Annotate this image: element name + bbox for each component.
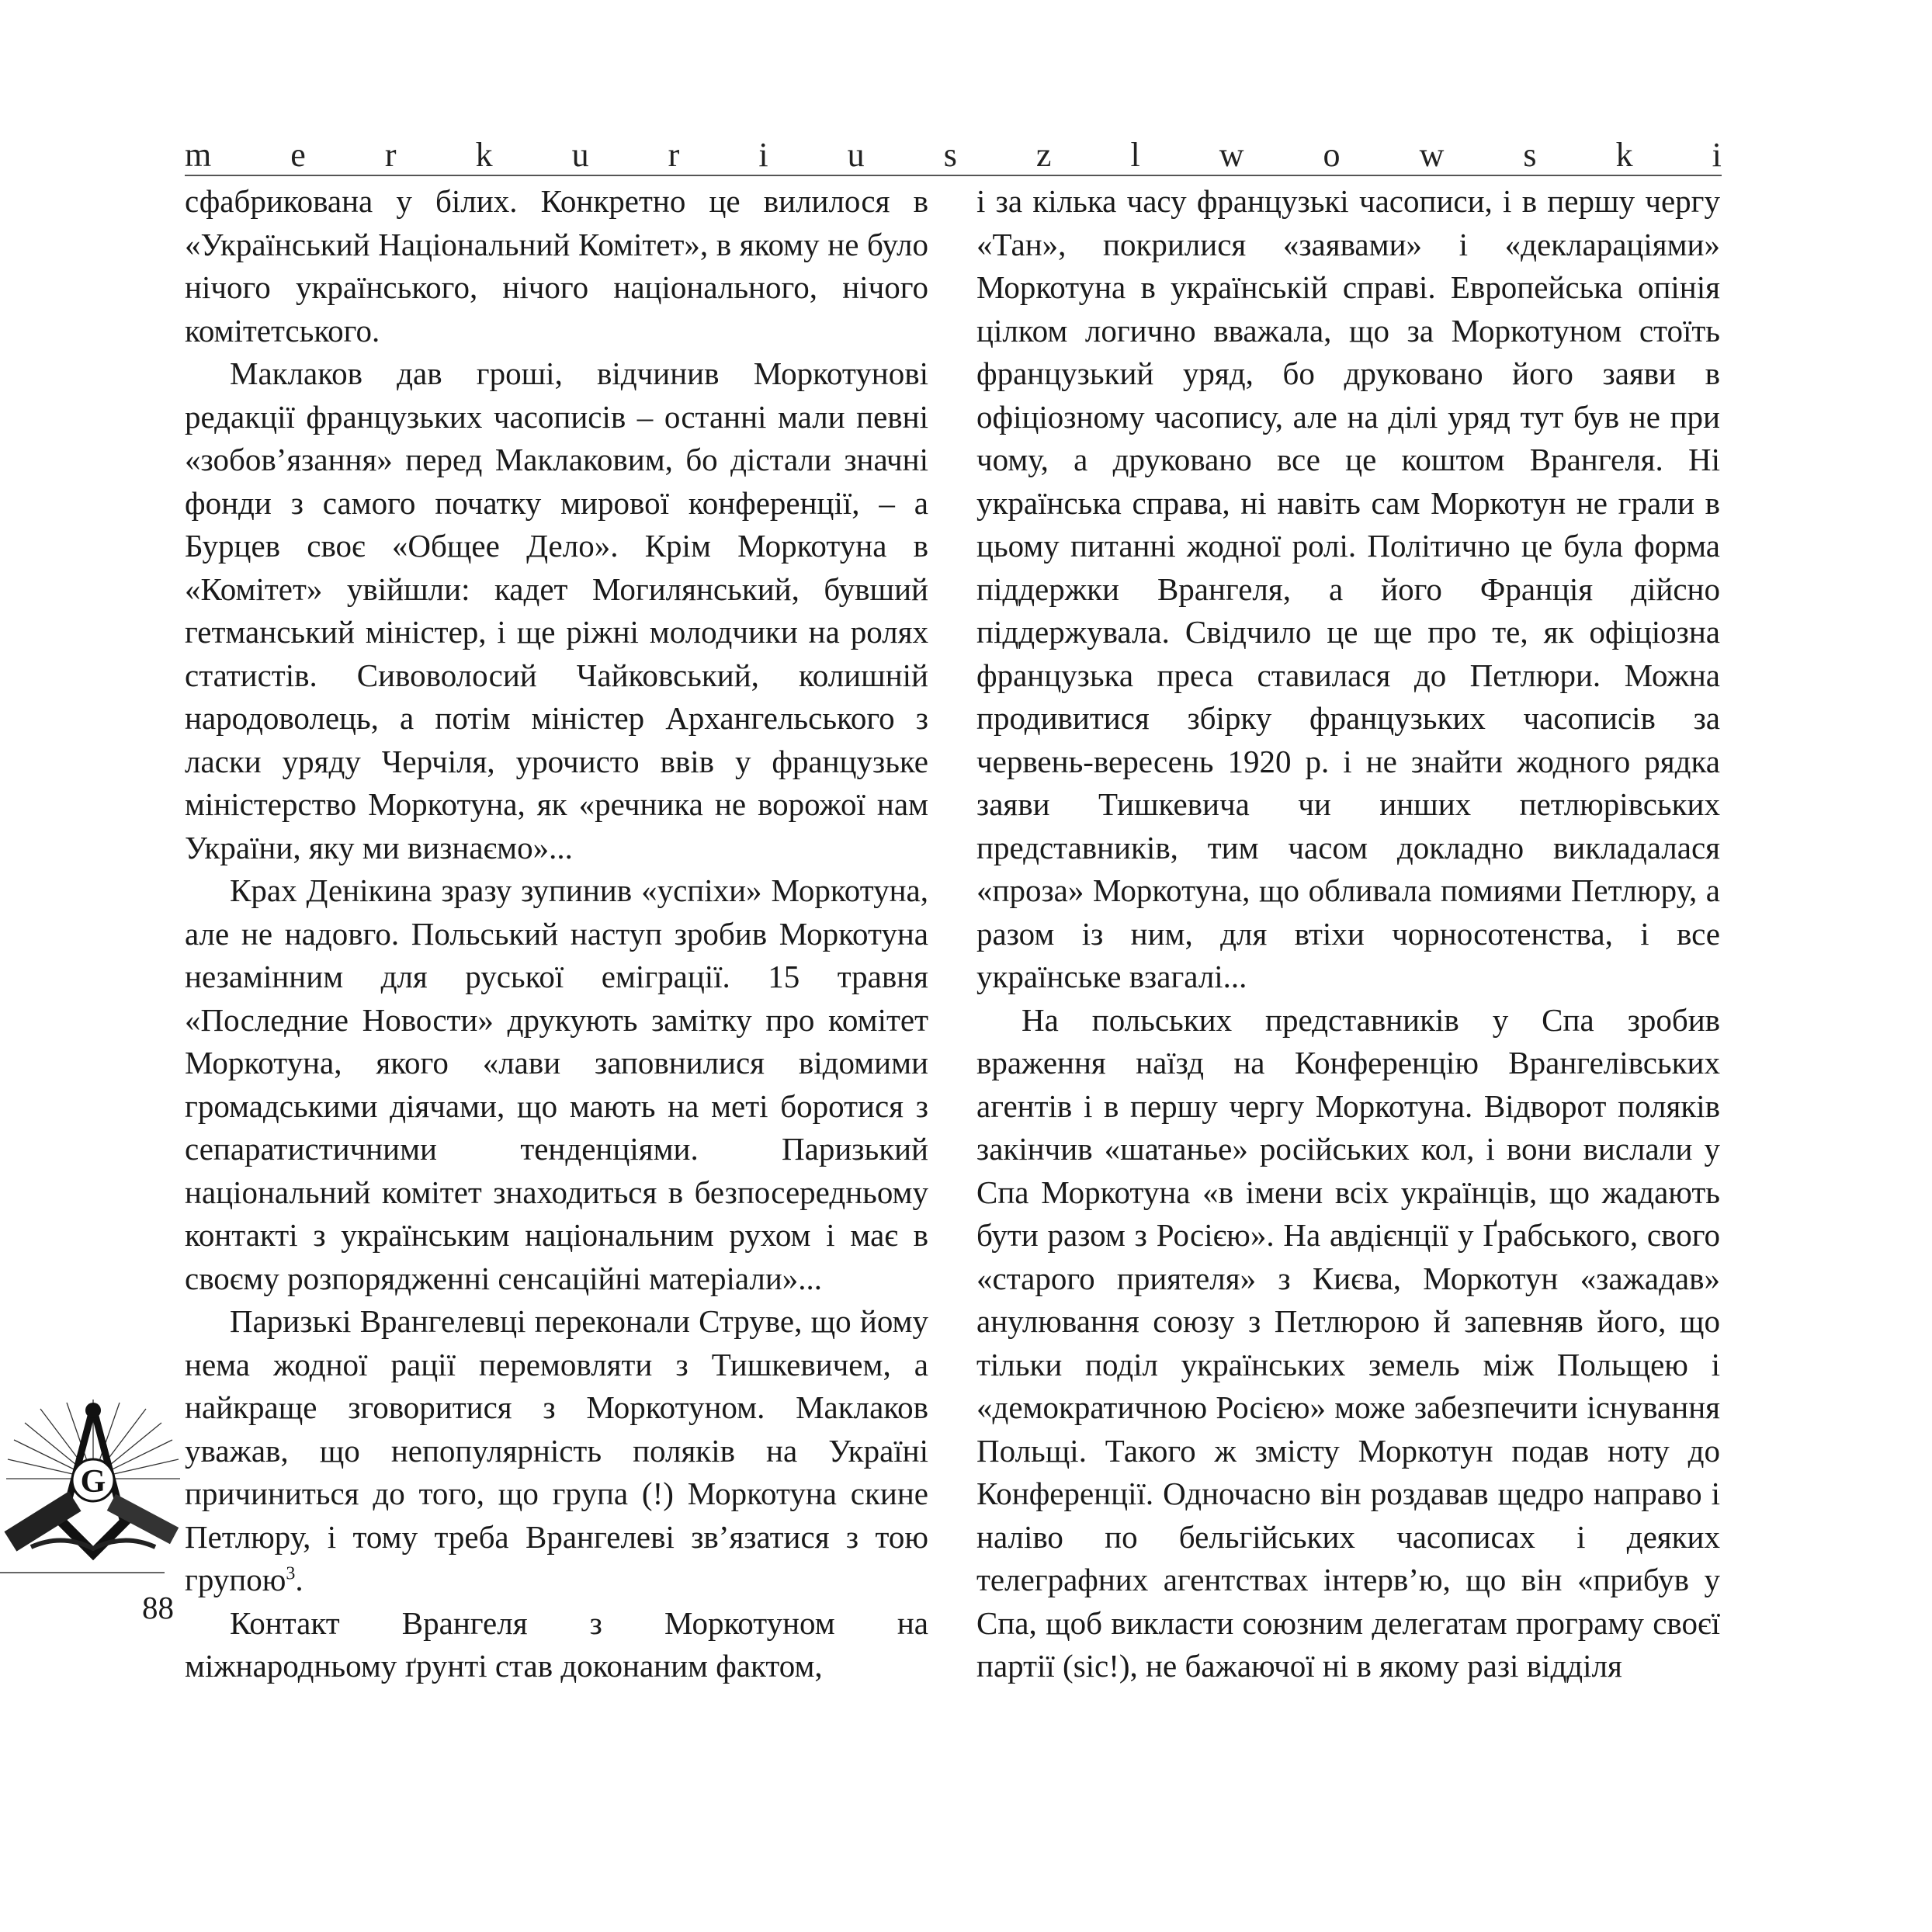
running-head-letter: u <box>847 136 865 174</box>
running-head-letter: r <box>384 136 397 174</box>
running-head-letter: e <box>290 136 306 174</box>
paragraph: Контакт Врангеля з Моркотуном на міжнародньому ґрунті став доконаним фактом, <box>185 1604 928 1684</box>
paragraph: Крах Денікина зразу зупинив «успіхи» Моркотуна, але не надовго. Польський наступ зробив Моркотуна незамінним для руської еміграції. 15 травня «Последние Новости» друкують замітку про комітет Моркотуна, якого «лави заповнилися відомими громадськими діячами, що мають на меті боротися з сепаратистичними тенденціями. Паризький національний комітет знаходиться в безпосередньому контакті з українським національним рухом і має в своєму розпорядженні сенсаційні матеріали»... <box>185 872 928 1296</box>
paragraph <box>185 1300 928 1602</box>
running-head-letter: k <box>475 136 493 174</box>
left-column <box>185 180 928 1688</box>
running-head-letter: u <box>571 136 589 174</box>
footnote-reference[interactable]: 3 <box>286 1563 296 1584</box>
running-head-letter: l <box>1130 136 1140 174</box>
running-head-letter: o <box>1323 136 1341 174</box>
running-head-letter: w <box>1419 136 1445 174</box>
running-head-letter: i <box>1712 136 1722 174</box>
running-head-letter: s <box>1523 136 1537 174</box>
paragraph: сфабрикована у білих. Конкретно це вилилося в «Український Національний Комітет», в якому не було нічого українського, нічого національного, нічого комітетського. <box>185 183 928 349</box>
running-head <box>185 130 1722 174</box>
paragraph: Маклаков дав гроші, відчинив Моркотунові редакції французьких часописів – останні мали певні «зобов’язання» перед Маклаковим, бо дістали значні фонди з самого початку мирової конференції, – а Бурцев своє «Общее Дело». Крім Моркотуна в «Комітет» увійшли: кадет Могилянський, бувший гетманський міністер, і ще ріжні молодчики на ролях статистів. Сивоволосий Чайковський, колишній народоволець, а потім міністер Архангельського з ласки уряду Черчіля, урочисто ввів у французьке міністерство Моркотуна, як «речника не ворожої нам України, яку ми визнаємо»... <box>185 356 928 865</box>
header-rule <box>185 175 1722 176</box>
margin-rule <box>0 1572 165 1573</box>
paragraph: На польських представників у Спа зробив враження наїзд на Конференцію Врангелівських агентів і в першу чергу Моркотуна. Відворот поляків закінчив «шатанье» російських кол, і вони вислали у Спа Моркотуна «в імени всіх українців, що жадають бути разом з Росією». На авдієнції у Ґрабського, свого «старого приятеля» з Києва, Моркотун «зажадав» анулювання союзу з Петлюрою й запевняв його, що тільки поділ українських земель між Польщею і «демократичною Росією» може забезпечити існування Польщі. Такого ж змісту Моркотун подав ноту до Конференції. Одночасно він роздавав щедро направо і наліво по бельгійських часописах і деяких телеграфних агентствах інтерв’ю, що він «прибув у Спа, щоб викласти союзним делегатам програму своєї партії (sic!), не бажаючої ні в якому разі відділя <box>976 1001 1720 1684</box>
paragraph-end: . <box>295 1562 304 1597</box>
emblem-letter: G <box>80 1464 106 1500</box>
masonic-emblem-icon <box>0 1393 186 1568</box>
running-head-letter: k <box>1615 136 1633 174</box>
running-head-letter: w <box>1219 136 1244 174</box>
running-head-title <box>185 130 1722 172</box>
running-head-letter: z <box>1035 136 1052 174</box>
running-head-letter: s <box>943 136 957 174</box>
running-head-letter: m <box>185 136 212 174</box>
page-number: 88 <box>142 1590 174 1625</box>
running-head-letter: r <box>668 136 680 174</box>
right-column <box>976 180 1720 1688</box>
running-head-letter: i <box>758 136 768 174</box>
paragraph-text: Паризькі Врангелевці переконали Струве, що йому нема жодної рації перемовляти з Тишкевичем, а найкраще зговоритися з Моркотуном. Маклаков уважав, що непопулярність поляків на Україні причиниться до того, що група (!) Моркотуна скине Петлюру, і тому треба Врангелеві зв’язатися з тою групою <box>185 1303 928 1597</box>
paragraph: і за кілька часу французькі часописи, і в першу чергу «Тан», покрилися «заявами» і «деклараціями» Моркотуна в українській справі. Европейська опінія цілком логично вважала, що за Моркотуном стоїть французький уряд, бо друковано його заяви в офіціозному часопису, але на ділі уряд тут був не при чому, а друковано все це коштом Врангеля. Ні українська справа, ні навіть сам Моркотун не грали в цьому питанні жодної ролі. Політично це була форма піддержки Врангеля, а його Франція дійсно піддержувала. Свідчило це ще про те, як офіціозна французька преса ставилася до Петлюри. Можна продивитися збірку французьких часописів за червень-вересень 1920 р. і не знайти жодного рядка заяви Тишкевича чи инших петлюрівських представників, тим часом докладно викладалася «проза» Моркотуна, що обливала помиями Петлюру, а разом із ним, для втіхи чорносотенства, і все українське взагалі... <box>976 183 1720 994</box>
